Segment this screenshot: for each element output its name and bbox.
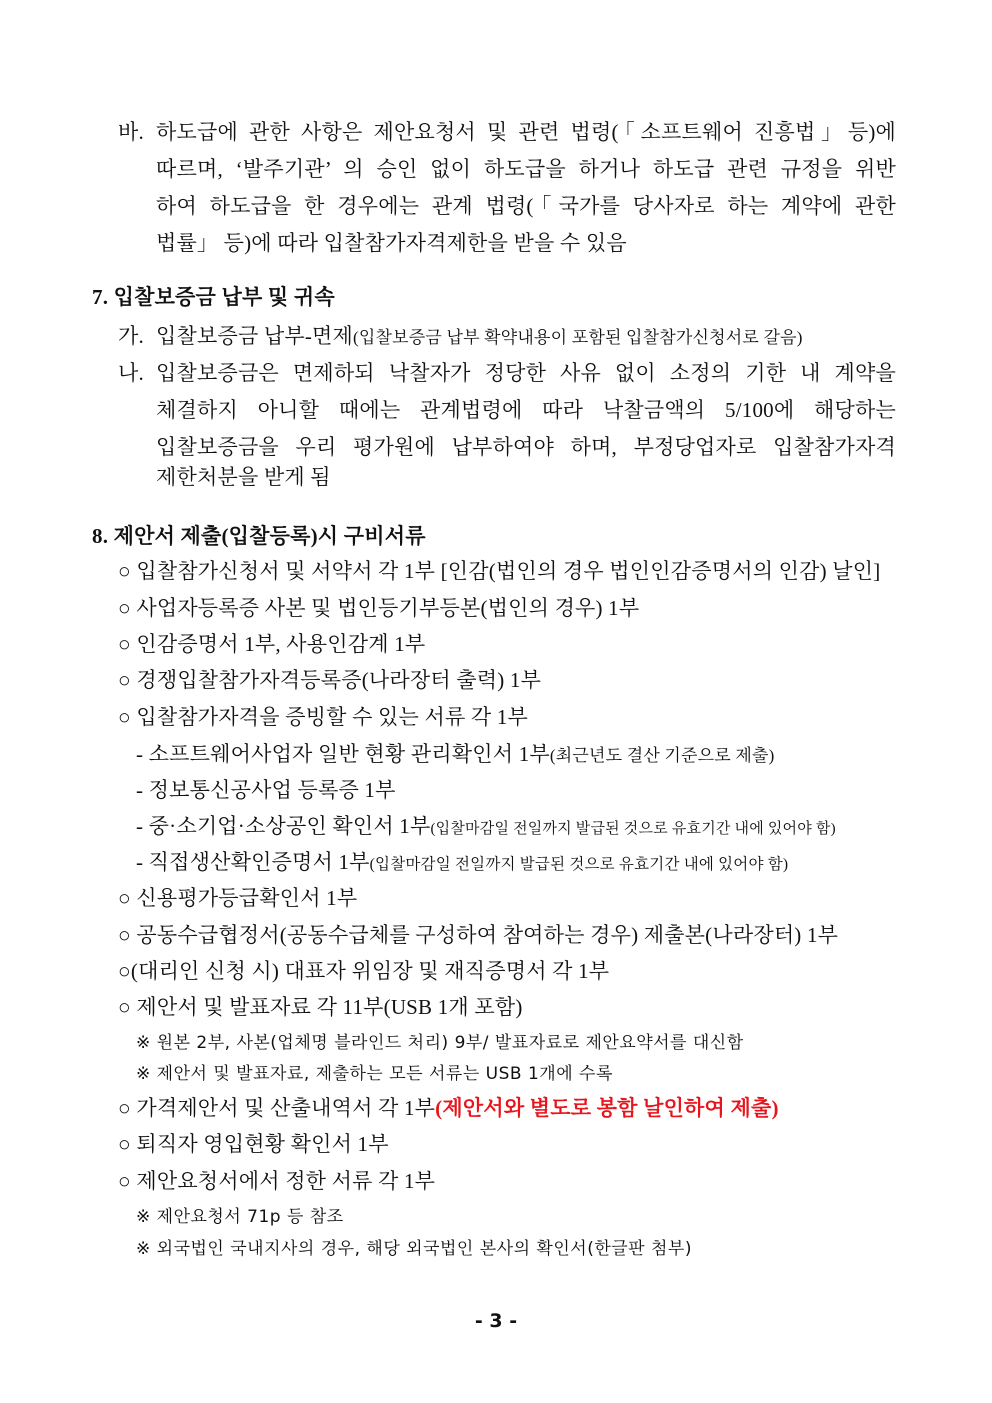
sub-item-text: 중·소기업·소상공인 확인서 1부 bbox=[148, 814, 431, 838]
bullet-text: 입찰참가신청서 및 서약서 각 1부 [인감(법인의 경우 법인인감증명서의 인감) 날인] bbox=[136, 559, 881, 583]
circle-bullet-icon: ○ bbox=[118, 923, 131, 947]
bullet-item bbox=[118, 1167, 435, 1195]
page-number: - 3 - bbox=[474, 1310, 518, 1332]
bullet-item bbox=[118, 666, 541, 694]
circle-bullet-icon: ○ bbox=[118, 596, 131, 620]
dash-icon: - bbox=[136, 742, 144, 766]
bullet-item bbox=[118, 993, 523, 1021]
bullet-text: 사업자등록증 사본 및 법인등기부등본(법인의 경우) 1부 bbox=[136, 596, 640, 620]
bullet-text: (대리인 신청 시) 대표자 위임장 및 재직증명서 각 1부 bbox=[130, 959, 610, 983]
paragraph-line: 제한처분을 받게 됨 bbox=[156, 465, 331, 489]
dash-icon: - bbox=[136, 814, 144, 838]
item-ga bbox=[156, 322, 803, 352]
note-item bbox=[136, 1235, 692, 1263]
item-ga-note: (입찰보증금 납부 확약내용이 포함된 입찰참가신청서로 갈음) bbox=[353, 328, 803, 347]
note-text: 외국법인 국내지사의 경우, 해당 외국법인 본사의 확인서(한글판 첨부) bbox=[156, 1239, 692, 1259]
sub-item-note: (최근년도 결산 기준으로 제출) bbox=[549, 746, 775, 765]
note-item bbox=[136, 1029, 744, 1057]
sub-item bbox=[136, 812, 836, 843]
bullet-item bbox=[118, 884, 357, 912]
reference-mark-icon: ※ bbox=[136, 1207, 151, 1227]
highlight-text: (제안서와 별도로 봉함 날인하여 제출) bbox=[435, 1096, 779, 1120]
sub-item-note: (입찰마감일 전일까지 발급된 것으로 유효기간 내에 있어야 함) bbox=[369, 856, 789, 873]
bullet-item bbox=[118, 921, 838, 949]
paragraph-line: 법률」 등)에 따라 입찰참가자격제한을 받을 수 있음 bbox=[156, 231, 627, 255]
sub-item-note: (입찰마감일 전일까지 발급된 것으로 유효기간 내에 있어야 함) bbox=[430, 821, 836, 837]
circle-bullet-icon: ○ bbox=[118, 1132, 131, 1156]
sub-item bbox=[136, 848, 788, 879]
sub-item-text: 정보통신공사업 등록증 1부 bbox=[148, 778, 396, 802]
circle-bullet-icon: ○ bbox=[118, 705, 131, 729]
bullet-item bbox=[118, 957, 609, 985]
item-ga-text: 입찰보증금 납부-면제 bbox=[156, 324, 354, 348]
bullet-text: 가격제안서 및 산출내역서 각 1부 bbox=[136, 1096, 436, 1120]
paragraph-line: 따르며, ‘발주기관’ 의 승인 없이 하도급을 하거나 하도급 관련 규정을 위반 bbox=[156, 157, 896, 181]
bullet-item-price bbox=[118, 1094, 779, 1122]
sub-item-text: 소프트웨어사업자 일반 현황 관리확인서 1부 bbox=[148, 742, 550, 766]
bullet-text: 경쟁입찰참가자격등록증(나라장터 출력) 1부 bbox=[136, 668, 542, 692]
reference-mark-icon: ※ bbox=[136, 1064, 151, 1084]
reference-mark-icon: ※ bbox=[136, 1239, 151, 1259]
sub-item bbox=[136, 776, 396, 804]
reference-mark-icon: ※ bbox=[136, 1033, 151, 1053]
circle-bullet-icon: ○ bbox=[118, 959, 131, 983]
bullet-text: 입찰참가자격을 증빙할 수 있는 서류 각 1부 bbox=[136, 705, 529, 729]
paragraph-line: 하도급에 관한 사항은 제안요청서 및 관련 법령(「소프트웨어 진흥법」등)에 bbox=[156, 120, 896, 144]
marker-ga: 가. bbox=[118, 324, 144, 348]
bullet-item bbox=[118, 630, 425, 658]
bullet-text: 제안서 및 발표자료 각 11부(USB 1개 포함) bbox=[136, 995, 523, 1019]
bullet-item bbox=[118, 557, 880, 585]
sub-item-text: 직접생산확인증명서 1부 bbox=[148, 850, 370, 874]
note-text: 제안서 및 발표자료, 제출하는 모든 서류는 USB 1개에 수록 bbox=[156, 1064, 613, 1084]
marker-ba: 바. bbox=[118, 120, 144, 144]
paragraph-line: 입찰보증금은 면제하되 낙찰자가 정당한 사유 없이 소정의 기한 내 계약을 bbox=[156, 361, 896, 385]
dash-icon: - bbox=[136, 778, 144, 802]
circle-bullet-icon: ○ bbox=[118, 886, 131, 910]
marker-na: 나. bbox=[118, 361, 144, 385]
section-7-heading: 7. 입찰보증금 납부 및 귀속 bbox=[92, 285, 335, 309]
paragraph-line: 체결하지 아니할 때에는 관계법령에 따라 낙찰금액의 5/100에 해당하는 bbox=[156, 398, 896, 422]
dash-icon: - bbox=[136, 850, 144, 874]
bullet-text: 제안요청서에서 정한 서류 각 1부 bbox=[136, 1169, 436, 1193]
circle-bullet-icon: ○ bbox=[118, 995, 131, 1019]
note-item bbox=[136, 1060, 613, 1088]
circle-bullet-icon: ○ bbox=[118, 632, 131, 656]
paragraph-line: 하여 하도급을 한 경우에는 관계 법령(「국가를 당사자로 하는 계약에 관한 bbox=[156, 194, 896, 218]
bullet-text: 퇴직자 영입현황 확인서 1부 bbox=[136, 1132, 389, 1156]
note-text: 제안요청서 71p 등 참조 bbox=[156, 1207, 344, 1227]
bullet-item bbox=[118, 594, 639, 622]
circle-bullet-icon: ○ bbox=[118, 668, 131, 692]
circle-bullet-icon: ○ bbox=[118, 559, 131, 583]
bullet-item bbox=[118, 703, 528, 731]
circle-bullet-icon: ○ bbox=[118, 1169, 131, 1193]
sub-item bbox=[136, 740, 774, 770]
section-8-heading: 8. 제안서 제출(입찰등록)시 구비서류 bbox=[92, 524, 426, 548]
paragraph-line: 입찰보증금을 우리 평가원에 납부하여야 하며, 부정당업자로 입찰참가자격 bbox=[156, 435, 896, 459]
note-text: 원본 2부, 사본(업체명 블라인드 처리) 9부/ 발표자료로 제안요약서를 대신함 bbox=[156, 1033, 744, 1053]
note-item bbox=[136, 1203, 344, 1231]
bullet-text: 인감증명서 1부, 사용인감계 1부 bbox=[136, 632, 426, 656]
bullet-item bbox=[118, 1130, 389, 1158]
bullet-text: 신용평가등급확인서 1부 bbox=[136, 886, 358, 910]
bullet-text: 공동수급협정서(공동수급체를 구성하여 참여하는 경우) 제출본(나라장터) 1부 bbox=[136, 923, 839, 947]
circle-bullet-icon: ○ bbox=[118, 1096, 131, 1120]
